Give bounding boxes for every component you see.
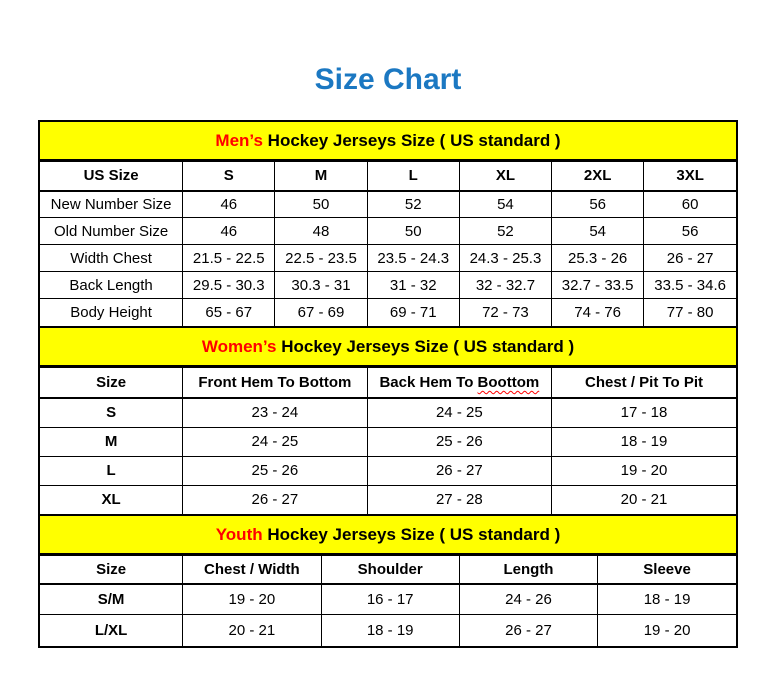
value-cell: 50 [367,218,459,245]
header-cell: 3XL [644,162,736,191]
header-cell: Chest / Width [183,556,321,584]
table-row [40,299,736,326]
table-row [40,427,736,456]
header-cell: Size [40,556,183,584]
value-cell: 24 - 25 [367,398,551,427]
value-cell: 20 - 21 [552,485,736,514]
value-cell: 67 - 69 [275,299,367,326]
table-row [40,245,736,272]
value-cell: 18 - 19 [321,615,459,646]
header-cell [367,367,551,398]
value-cell: 31 - 32 [367,272,459,299]
table-row [40,218,736,245]
youth-size-table [40,555,736,646]
value-cell: 22.5 - 23.5 [275,245,367,272]
row-label-cell: Body Height [40,299,183,326]
header-cell: Shoulder [321,556,459,584]
header-cell: Front Hem To Bottom [183,367,367,398]
men-section-title: Hockey Jerseys Size ( US standard ) [262,131,561,150]
value-cell: 23 - 24 [183,398,367,427]
table-row [40,456,736,485]
row-label-cell: XL [40,485,183,514]
row-label-cell: L/XL [40,615,183,646]
value-cell: 26 - 27 [367,456,551,485]
value-cell: 54 [459,191,551,218]
value-cell: 32 - 32.7 [459,272,551,299]
value-cell: 17 - 18 [552,398,736,427]
men-section-header [40,122,736,161]
value-cell: 19 - 20 [598,615,736,646]
value-cell: 26 - 27 [459,615,597,646]
row-label-cell: Back Length [40,272,183,299]
value-cell: 52 [459,218,551,245]
header-cell: US Size [40,162,183,191]
row-label-cell: S/M [40,584,183,615]
value-cell: 74 - 76 [552,299,644,326]
value-cell: 23.5 - 24.3 [367,245,459,272]
value-cell: 18 - 19 [598,584,736,615]
value-cell: 56 [552,191,644,218]
value-cell: 21.5 - 22.5 [183,245,275,272]
value-cell: 26 - 27 [183,485,367,514]
row-label-cell: S [40,398,183,427]
value-cell: 54 [552,218,644,245]
row-label-cell: Width Chest [40,245,183,272]
men-section-highlight: Men’s [215,131,263,150]
value-cell: 24 - 26 [459,584,597,615]
table-row [40,191,736,218]
table-row [40,398,736,427]
header-cell: Length [459,556,597,584]
header-cell: S [183,162,275,191]
header-cell: Chest / Pit To Pit [552,367,736,398]
youth-section-highlight: Youth [215,525,263,544]
header-text: Back Hem To [379,373,478,391]
misspelled-word: Boottom [477,373,540,391]
page-title: Size Chart [314,63,462,96]
row-label-cell: M [40,427,183,456]
value-cell: 19 - 20 [552,456,736,485]
men-header-row [40,162,736,191]
youth-section-header [40,514,736,555]
value-cell: 30.3 - 31 [275,272,367,299]
row-label-cell: Old Number Size [40,218,183,245]
header-cell: 2XL [552,162,644,191]
value-cell: 77 - 80 [644,299,736,326]
value-cell: 24 - 25 [183,427,367,456]
women-section-highlight: Women’s [201,336,277,356]
women-section-header [40,326,736,367]
header-cell: XL [459,162,551,191]
women-size-table [40,367,736,515]
value-cell: 46 [183,218,275,245]
row-label-cell: L [40,456,183,485]
women-header-row [40,367,736,398]
value-cell: 25 - 26 [183,456,367,485]
row-label-cell: New Number Size [40,191,183,218]
value-cell: 60 [644,191,736,218]
value-cell: 25 - 26 [367,427,551,456]
size-chart-table-group [38,120,738,648]
value-cell: 27 - 28 [367,485,551,514]
header-cell: Sleeve [598,556,736,584]
value-cell: 50 [275,191,367,218]
value-cell: 18 - 19 [552,427,736,456]
value-cell: 16 - 17 [321,584,459,615]
value-cell: 26 - 27 [644,245,736,272]
value-cell: 46 [183,191,275,218]
value-cell: 32.7 - 33.5 [552,272,644,299]
value-cell: 24.3 - 25.3 [459,245,551,272]
header-cell: M [275,162,367,191]
value-cell: 33.5 - 34.6 [644,272,736,299]
table-row [40,615,736,646]
value-cell: 20 - 21 [183,615,321,646]
value-cell: 48 [275,218,367,245]
table-row [40,584,736,615]
men-size-table [40,161,736,326]
value-cell: 52 [367,191,459,218]
youth-header-row [40,556,736,584]
value-cell: 25.3 - 26 [552,245,644,272]
women-section-title: Hockey Jerseys Size ( US standard ) [276,336,575,356]
value-cell: 69 - 71 [367,299,459,326]
value-cell: 65 - 67 [183,299,275,326]
header-cell: L [367,162,459,191]
youth-section-title: Hockey Jerseys Size ( US standard ) [262,525,561,544]
header-cell: Size [40,367,183,398]
value-cell: 19 - 20 [183,584,321,615]
value-cell: 56 [644,218,736,245]
value-cell: 72 - 73 [459,299,551,326]
table-row [40,272,736,299]
table-row [40,485,736,514]
value-cell: 29.5 - 30.3 [183,272,275,299]
